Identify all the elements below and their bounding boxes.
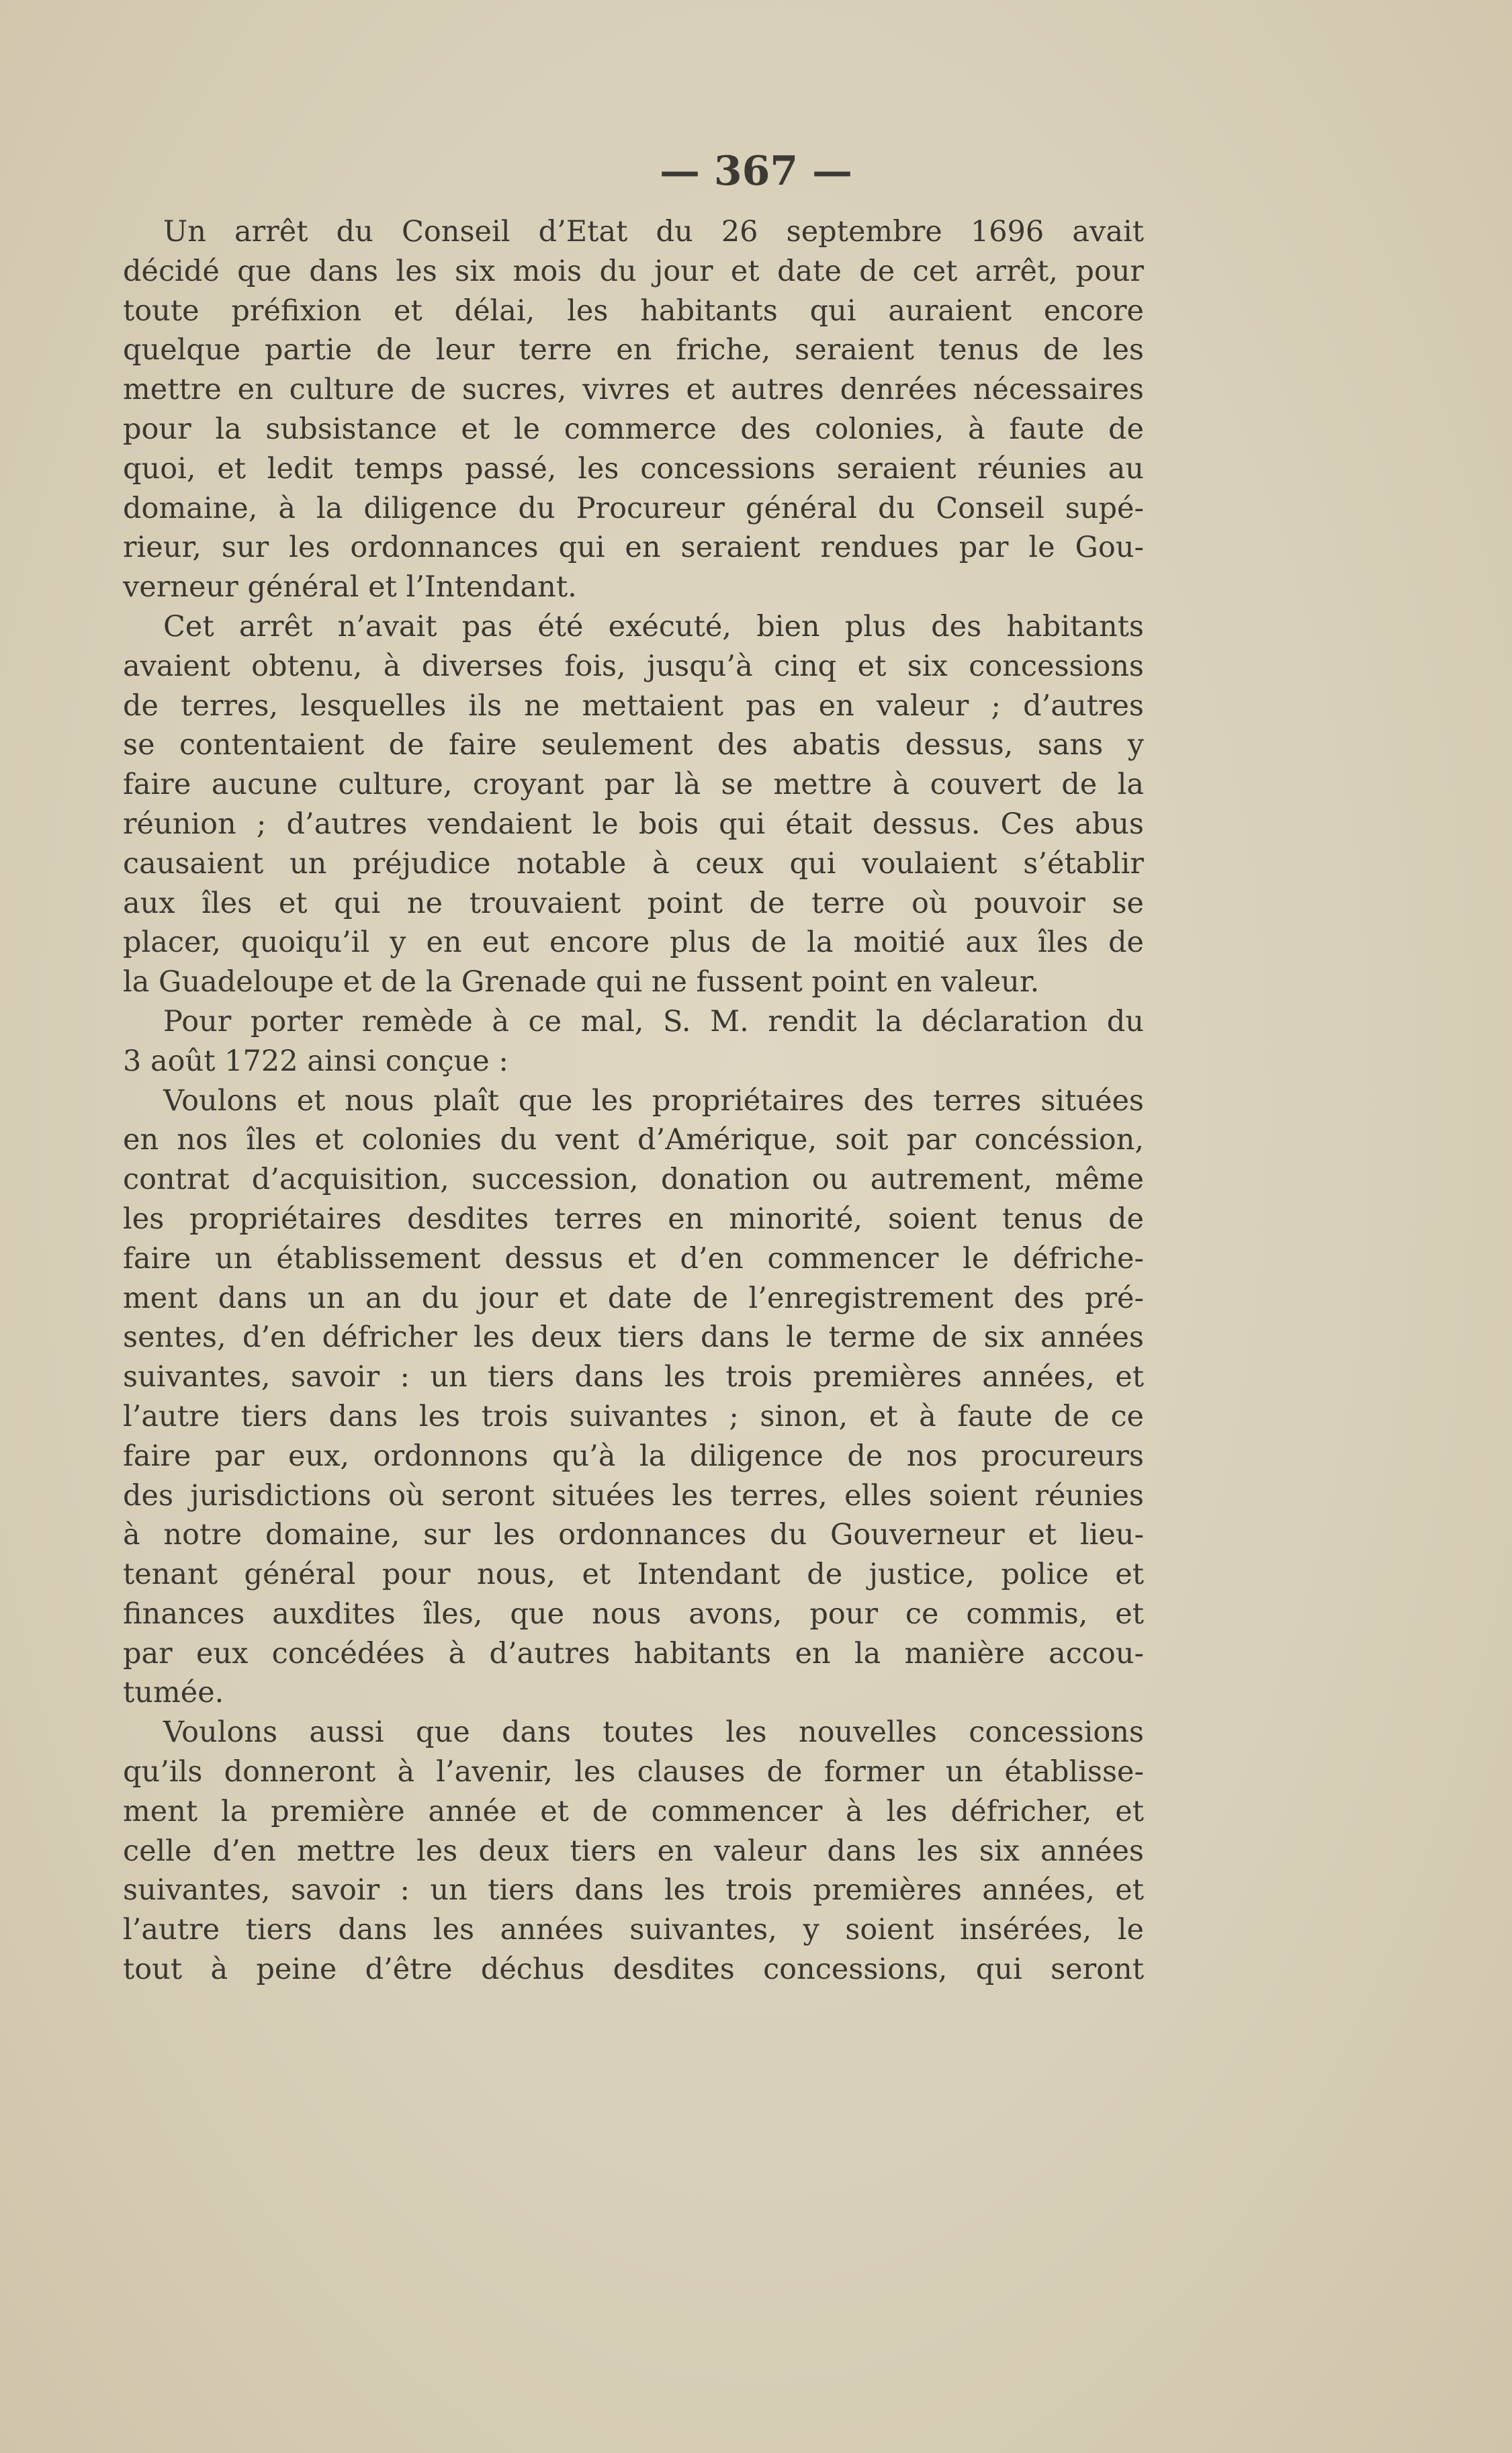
text-line: faire un établissement dessus et d’en commencer le défriche- — [123, 1241, 1144, 1276]
text-line: Voulons aussi que dans toutes les nouvelles concessions — [163, 1715, 1144, 1750]
body-text — [123, 212, 1144, 1990]
text-line: celle d’en mettre les deux tiers en valeur dans les six années — [123, 1834, 1144, 1868]
text-line: tout à peine d’être déchus desdites concessions, qui seront — [123, 1953, 1144, 1987]
text-line: l’autre tiers dans les trois suivantes ; sinon, et à faute de ce — [123, 1399, 1144, 1433]
text-line: verneur général et l’Intendant. — [123, 570, 577, 605]
text-line: ment dans un an du jour et date de l’enregistrement des pré- — [123, 1281, 1144, 1315]
text-line: pour la subsistance et le commerce des colonies, à faute de — [123, 412, 1144, 446]
text-line: les propriétaires desdites terres en minorité, soient tenus de — [123, 1202, 1144, 1236]
text-line: suivantes, savoir : un tiers dans les trois premières années, et — [123, 1360, 1144, 1394]
text-line: contrat d’acquisition, succession, donation ou autrement, même — [123, 1163, 1144, 1197]
text-line: l’autre tiers dans les années suivantes, y soient insérées, le — [123, 1913, 1144, 1947]
text-line: toute préfixion et délai, les habitants qui auraient encore — [123, 294, 1144, 328]
text-line: tenant général pour nous, et Intendant de justice, police et — [123, 1558, 1144, 1592]
text-line: faire aucune culture, croyant par là se mettre à couvert de la — [123, 768, 1144, 802]
text-line: en nos îles et colonies du vent d’Amérique, soit par concéssion, — [123, 1123, 1144, 1157]
text-line: sentes, d’en défricher les deux tiers dans le terme de six années — [123, 1321, 1144, 1355]
text-line: quoi, et ledit temps passé, les concessions seraient réunies au — [123, 451, 1144, 486]
text-line: faire par eux, ordonnons qu’à la diligence de nos procureurs — [123, 1439, 1144, 1473]
text-line: finances auxdites îles, que nous avons, pour ce commis, et — [123, 1597, 1144, 1631]
text-line: rieur, sur les ordonnances qui en seraient rendues par le Gou- — [123, 531, 1144, 565]
text-line: se contentaient de faire seulement des abatis dessus, sans y — [123, 728, 1144, 762]
text-line: placer, quoiqu’il y en eut encore plus de la moitié aux îles de — [123, 926, 1144, 960]
text-line: avaient obtenu, à diverses fois, jusqu’à cinq et six concessions — [123, 649, 1144, 683]
text-line: décidé que dans les six mois du jour et date de cet arrêt, pour — [123, 254, 1144, 288]
text-line: Cet arrêt n’avait pas été exécuté, bien plus des habitants — [163, 609, 1144, 643]
text-line: réunion ; d’autres vendaient le bois qui était dessus. Ces abus — [123, 807, 1144, 841]
text-line: causaient un préjudice notable à ceux qui voulaient s’établir — [123, 846, 1144, 881]
text-line: 3 août 1722 ainsi conçue : — [123, 1044, 508, 1078]
text-line: Voulons et nous plaît que les propriétaires des terres situées — [163, 1083, 1144, 1118]
text-line: mettre en culture de sucres, vivres et autres denrées nécessaires — [123, 373, 1144, 407]
text-line: ment la première année et de commencer à les défricher, et — [123, 1794, 1144, 1828]
text-line: à notre domaine, sur les ordonnances du Gouverneur et lieu- — [123, 1518, 1144, 1552]
text-line: par eux concédées à d’autres habitants en la manière accou- — [123, 1636, 1144, 1670]
text-line: tumée. — [123, 1676, 224, 1710]
text-line: la Guadeloupe et de la Grenade qui ne fussent point en valeur. — [123, 965, 1040, 999]
text-line: Un arrêt du Conseil d’Etat du 26 septembre 1696 avait — [163, 215, 1144, 249]
text-line: domaine, à la diligence du Procureur général du Conseil supé- — [123, 491, 1144, 525]
page-number: — 367 — — [659, 148, 853, 195]
text-line: de terres, lesquelles ils ne mettaient pas en valeur ; d’autres — [123, 688, 1144, 723]
text-line: qu’ils donneront à l’avenir, les clauses de former un établisse- — [123, 1755, 1144, 1789]
text-line: Pour porter remède à ce mal, S. M. rendit la déclaration du — [163, 1004, 1144, 1038]
text-line: suivantes, savoir : un tiers dans les trois premières années, et — [123, 1873, 1144, 1908]
text-line: quelque partie de leur terre en friche, seraient tenus de les — [123, 333, 1144, 367]
text-line: aux îles et qui ne trouvaient point de terre où pouvoir se — [123, 886, 1144, 920]
text-line: des jurisdictions où seront situées les terres, elles soient réunies — [123, 1478, 1144, 1513]
